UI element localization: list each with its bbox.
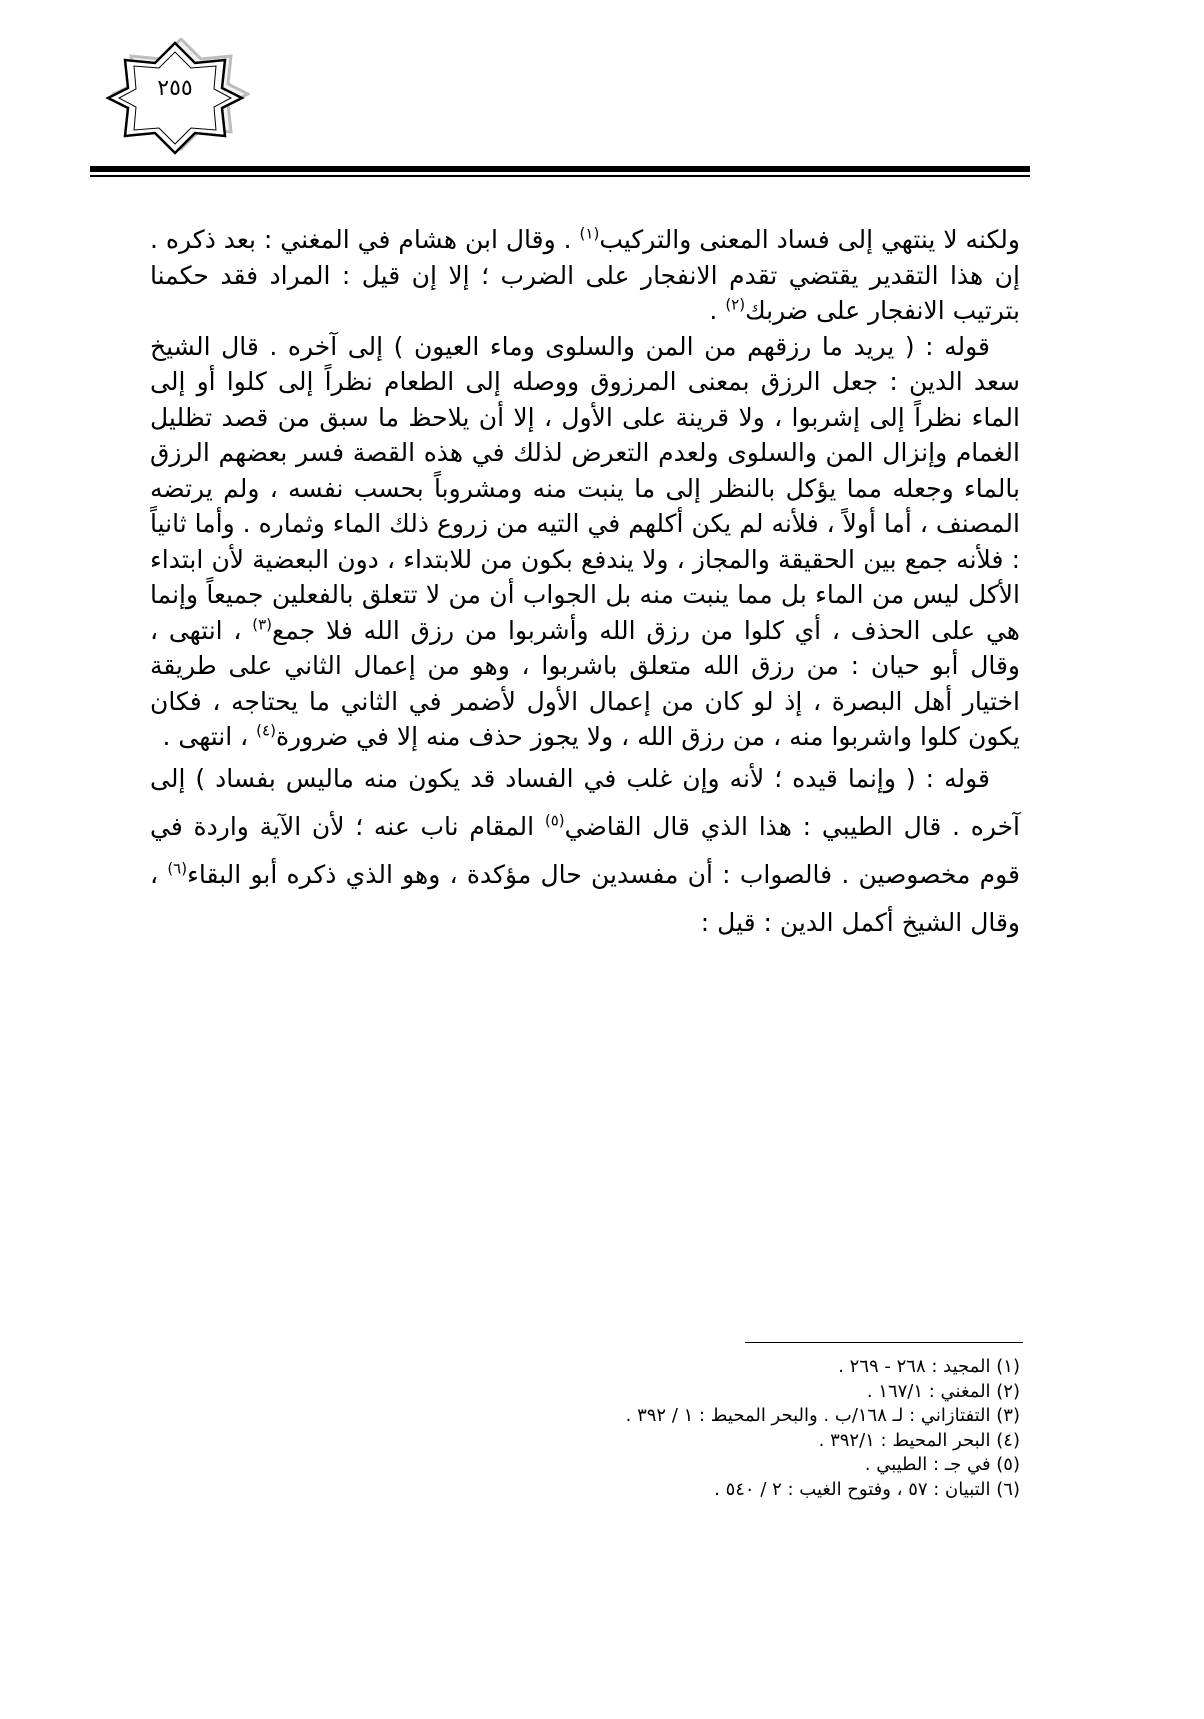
text-run: ولكنه لا ينتهي إلى فساد المعنى والتركيب	[599, 225, 1020, 254]
text-run: . وقال ابن هشام في المغني : بعد ذكره . إن هذا التقدير يقتضي تقدم الانفجار على الضرب ؛ إلا إن قيل : المراد فقد حكمنا بترتيب الانفجار على ضربك	[150, 225, 1020, 325]
footnote-separator	[745, 1342, 1023, 1343]
page-number: ٢٥٥	[157, 76, 193, 101]
text-run: ، وقال الشيخ أكمل الدين : قيل :	[150, 859, 1020, 937]
paragraph	[150, 755, 1020, 947]
text-run: المقام ناب عنه ؛ لأن الآية واردة في قوم مخصوصين . فالصواب : أن مفسدين حال مؤكدة ، وهو الذي ذكره أبو البقاء	[150, 811, 1021, 889]
footnote: (٢) المغني : ١٦٧/١ .	[866, 1380, 1020, 1402]
footnote: (٥) في جـ : الطيبي .	[864, 1454, 1020, 1476]
paragraph	[150, 329, 1020, 755]
paragraph	[150, 222, 1020, 329]
footnote-marker: (٢)	[725, 295, 746, 314]
text-run: ، انتهى ، وقال أبو حيان : من رزق الله متعلق باشربوا ، وهو من إعمال الثاني على طريقة اختيار أهل البصرة ، إذ لو كان من إعمال الأول لأضمر في الثاني ما يحتاجه ، فكان يكون كلوا واشربوا منه ، من رزق الله ، ولا يجوز حذف منه إلا في ضرورة	[150, 615, 1020, 751]
header-rule-thick	[90, 166, 1030, 172]
footnote: (١) المجيد : ٢٦٨ - ٢٦٩ .	[838, 1356, 1020, 1377]
footnote-marker: (٤)	[256, 721, 276, 740]
text-run: .	[709, 296, 726, 325]
footnote-marker: (١)	[579, 224, 600, 243]
footnote-marker: (٣)	[252, 615, 272, 634]
page-number-ornament	[100, 38, 250, 158]
footnote-marker: (٦)	[167, 859, 188, 878]
footnote-marker: (٥)	[544, 811, 565, 830]
text-run: قوله : ( وإنما قيده ؛ لأنه وإن غلب في الفساد قد يكون منه ماليس بفساد ) إلى آخره . قال الطيبي : هذا الذي قال القاضي	[150, 763, 1021, 841]
header-rule-thin	[90, 175, 1030, 177]
text-run: ، انتهى .	[162, 722, 257, 751]
text-run: قوله : ( يريد ما رزقهم من المن والسلوى وماء العيون ) إلى آخره . قال الشيخ سعد الدين : جعل الرزق بمعنى المرزوق ووصله إلى الطعام نظراً إلى كلوا أو إلى الماء نظراً إلى إشربوا ، ولا قرينة على الأول ، إلا أن يلاحظ ما سبق من قصد تظليل الغمام وإنزال المن والسلوى ولعدم التعرض لذلك في هذه القصة فسر بعضهم الرزق بالماء وجعله مما يؤكل بالنظر إلى ما ينبت منه ومشروباً بحسب نفسه ، ولم يرتضه المصنف ، أما أولاً ، فلأنه لم يكن أكلهم في التيه من زروع ذلك الماء وثماره . وأما ثانياً : فلأنه جمع بين الحقيقة والمجاز ، ولا يندفع بكون من للابتداء ، دون البعضية لأن ابتداء الأكل ليس من الماء بل مما ينبت منه بل الجواب أن من لا تتعلق بالفعلين جميعاً وإنما هي على الحذف ، أي كلوا من رزق الله وأشربوا من رزق الله فلا جمع	[150, 331, 1020, 645]
header-rule	[90, 166, 1030, 178]
footnotes	[300, 1355, 1020, 1503]
footnote: (٦) التبيان : ٥٧ ، وفتوح الغيب : ٢ / ٥٤٠ .	[714, 1478, 1020, 1500]
footnote: (٤) البحر المحيط : ٣٩٢/١ .	[818, 1429, 1020, 1451]
footnote: (٣) التفتازاني : لـ ١٦٨/ب . والبحر المحيط : ١ / ٣٩٢ .	[625, 1405, 1020, 1427]
body-text	[150, 222, 1020, 947]
